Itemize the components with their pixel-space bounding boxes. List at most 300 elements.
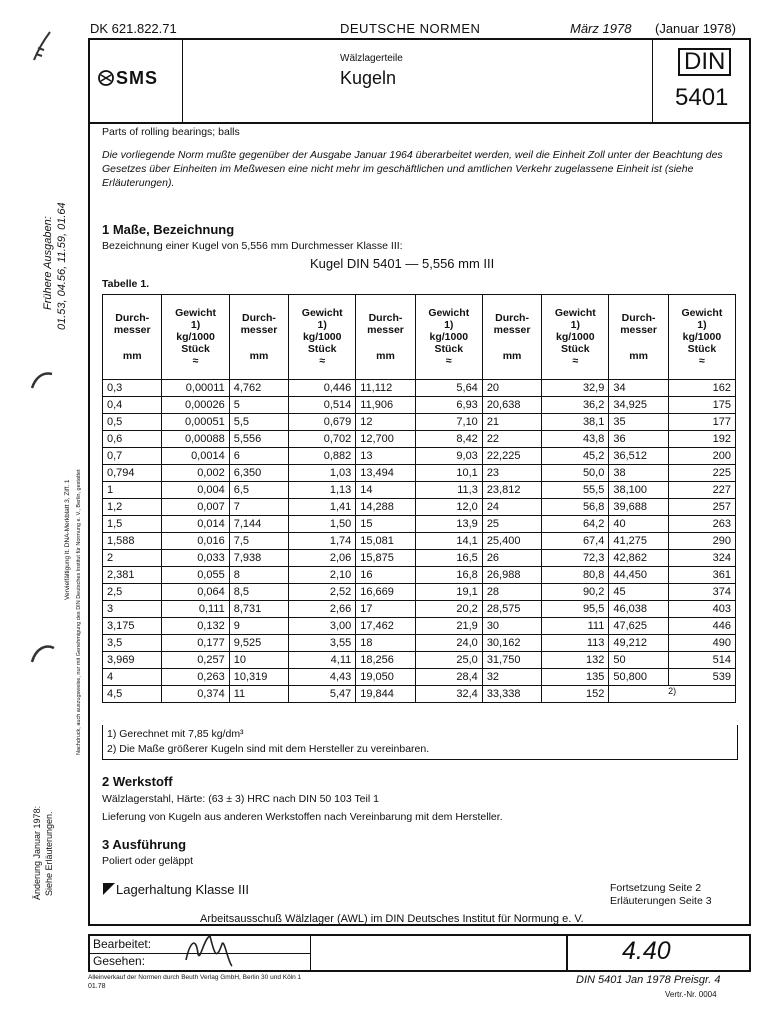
cell-weight: 2,06 <box>289 550 356 567</box>
table-label: Tabelle 1. <box>102 278 150 290</box>
table-row <box>103 669 736 686</box>
table-row <box>103 431 736 448</box>
vertr-nr: Vertr.-Nr. 0004 <box>665 990 717 999</box>
header-w-line: Gewicht <box>175 307 216 319</box>
cell-diameter: 23,812 <box>482 482 541 499</box>
header-d-line: messer <box>240 324 278 336</box>
continuation-2: Erläuterungen Seite 3 <box>610 895 712 907</box>
cell-diameter: 28,575 <box>482 601 541 618</box>
cell-weight: 0,0014 <box>162 448 229 465</box>
intro-text: Die vorliegende Norm mußte gegenüber der Ausgabe Januar 1964 überarbeitet werden, weil die Einheit Zoll unter der Beachtung des Gesetzes über Einheiten im Meßwesen eine nicht mehr im geschäftlichen und amtlichen Verkehr zugelassene Einheit ist (siehe Erläuterungen). <box>102 149 723 189</box>
cell-weight: 5,64 <box>415 380 482 397</box>
cell-diameter: 5 <box>229 397 288 414</box>
cell-diameter: 3 <box>103 601 162 618</box>
cell-weight: 539 <box>668 669 735 686</box>
header-d-line: mm <box>629 350 648 362</box>
designation: Kugel DIN 5401 — 5,556 mm III <box>310 256 495 271</box>
cell-weight: 6,93 <box>415 397 482 414</box>
header-d-line: Durch- <box>115 312 150 324</box>
cell-diameter: 9,525 <box>229 635 288 652</box>
header-w-line: ≈ <box>319 355 326 367</box>
cell-weight: 192 <box>668 431 735 448</box>
cell-weight: 0,033 <box>162 550 229 567</box>
header-w-line: Stück <box>561 343 590 355</box>
cell-weight: 21,9 <box>415 618 482 635</box>
cell-weight: 16,5 <box>415 550 482 567</box>
table-row <box>103 482 736 499</box>
cell-diameter: 5,5 <box>229 414 288 431</box>
cell-weight: 0,00011 <box>162 380 229 397</box>
cell-diameter: 14 <box>356 482 415 499</box>
corner-mark-icon <box>102 882 116 896</box>
lagerhaltung <box>102 882 249 897</box>
cell-weight: 36,2 <box>542 397 609 414</box>
din-label: DIN <box>678 48 731 76</box>
section3-heading: 3 Ausführung <box>102 837 187 852</box>
cell-diameter: 18,256 <box>356 652 415 669</box>
cell-weight: 95,5 <box>542 601 609 618</box>
fruehere-dates: 01.53, 04.56, 11.59, 01.64 <box>56 202 68 330</box>
cell-diameter: 10 <box>229 652 288 669</box>
siehe-erlaeuterungen: Siehe Erläuterungen. <box>44 811 54 896</box>
header-w-line: 1) <box>317 319 327 331</box>
cell-diameter: 21 <box>482 414 541 431</box>
fruehere-ausgaben: Frühere Ausgaben: <box>42 216 54 310</box>
pen-mark-icon <box>30 30 54 62</box>
header-date: März 1978 <box>570 21 632 36</box>
cell-diameter: 38,100 <box>609 482 668 499</box>
signature-icon <box>180 932 240 972</box>
din-number: 5401 <box>675 84 729 111</box>
cell-weight: 177 <box>668 414 735 431</box>
cell-diameter: 19,844 <box>356 686 415 703</box>
section2-heading: 2 Werkstoff <box>102 774 173 789</box>
cell-diameter: 6 <box>229 448 288 465</box>
cell-diameter: 38 <box>609 465 668 482</box>
cell-weight: 55,5 <box>542 482 609 499</box>
logo-text: SMS <box>116 68 159 88</box>
cell-diameter: 7 <box>229 499 288 516</box>
table-row <box>103 652 736 669</box>
cell-weight: 0,00051 <box>162 414 229 431</box>
cell-weight: 1,03 <box>289 465 356 482</box>
cell-weight: 16,8 <box>415 567 482 584</box>
lagerhaltung-text: Lagerhaltung Klasse III <box>116 882 249 897</box>
header-d-line: messer <box>620 324 657 336</box>
header-durchmesser <box>356 295 415 380</box>
cell-diameter: 34 <box>609 380 668 397</box>
cell-weight: 263 <box>668 516 735 533</box>
header-w-line: 1) <box>697 319 707 331</box>
header-w-line: Stück <box>434 343 464 355</box>
cell-weight: 0,016 <box>162 533 229 550</box>
hook-mark-icon <box>30 368 54 392</box>
header-w-line: kg/1000 <box>429 331 469 343</box>
cell-diameter: 7,938 <box>229 550 288 567</box>
cell-weight: 0,014 <box>162 516 229 533</box>
cell-diameter: 31,750 <box>482 652 541 669</box>
cell-diameter: 7,5 <box>229 533 288 550</box>
print-code: 01.78 <box>88 983 106 990</box>
table-cell-note: 2) <box>609 686 736 703</box>
cell-diameter: 12 <box>356 414 415 431</box>
table-row <box>103 601 736 618</box>
cell-diameter: 3,175 <box>103 618 162 635</box>
cell-diameter: 28 <box>482 584 541 601</box>
cell-weight: 374 <box>668 584 735 601</box>
cell-diameter: 20,638 <box>482 397 541 414</box>
cell-weight: 2,10 <box>289 567 356 584</box>
cell-diameter: 11,906 <box>356 397 415 414</box>
dk-number: DK 621.822.71 <box>90 21 177 36</box>
cell-diameter: 36,512 <box>609 448 668 465</box>
cell-diameter: 9 <box>229 618 288 635</box>
section3-line1: Poliert oder geläppt <box>102 855 194 867</box>
cell-weight: 11,3 <box>415 482 482 499</box>
cell-diameter: 12,700 <box>356 431 415 448</box>
header-date-paren: (Januar 1978) <box>655 21 736 36</box>
cell-diameter: 0,4 <box>103 397 162 414</box>
cell-weight: 290 <box>668 533 735 550</box>
cell-diameter: 0,7 <box>103 448 162 465</box>
cell-weight: 13,9 <box>415 516 482 533</box>
cell-diameter: 5,556 <box>229 431 288 448</box>
main-frame <box>88 38 751 926</box>
header-gewicht <box>542 295 609 380</box>
hook-mark-icon-2 <box>30 640 56 666</box>
header-durchmesser <box>609 295 668 380</box>
cell-diameter: 24 <box>482 499 541 516</box>
bearbeitet-label: Bearbeitet: <box>93 937 152 951</box>
cell-diameter: 15,081 <box>356 533 415 550</box>
nachdruck-note: Nachdruck, auch auszugsweise, nur mit Genehmigung des DIN Deutsches Institut für Normung e. V., Berlin, gestattet <box>76 469 82 755</box>
cell-diameter: 3,5 <box>103 635 162 652</box>
header-w-line: Gewicht <box>681 307 723 319</box>
cell-diameter: 17,462 <box>356 618 415 635</box>
cell-weight: 24,0 <box>415 635 482 652</box>
cell-diameter: 2 <box>103 550 162 567</box>
header-d-line: Durch- <box>368 312 403 324</box>
ball-table <box>102 294 736 703</box>
section2-line2: Lieferung von Kugeln aus anderen Werkstoffen nach Vereinbarung mit dem Hersteller. <box>102 811 503 823</box>
header-w-line: ≈ <box>572 355 579 367</box>
table-row <box>103 397 736 414</box>
table-row <box>103 414 736 431</box>
cell-weight: 32,4 <box>415 686 482 703</box>
header-d-line: messer <box>493 324 531 336</box>
cell-weight: 20,2 <box>415 601 482 618</box>
continuation-1: Fortsetzung Seite 2 <box>610 882 702 894</box>
cell-diameter: 26 <box>482 550 541 567</box>
cell-weight: 64,2 <box>542 516 609 533</box>
header-w-line: 1) <box>570 319 580 331</box>
cell-weight: 0,064 <box>162 584 229 601</box>
cell-weight: 56,8 <box>542 499 609 516</box>
cell-diameter: 25,400 <box>482 533 541 550</box>
cell-diameter: 22,225 <box>482 448 541 465</box>
cell-weight: 162 <box>668 380 735 397</box>
cell-diameter: 49,212 <box>609 635 668 652</box>
cell-diameter: 25 <box>482 516 541 533</box>
cell-diameter: 18 <box>356 635 415 652</box>
cell-weight: 490 <box>668 635 735 652</box>
cell-diameter: 26,988 <box>482 567 541 584</box>
cell-diameter: 40 <box>609 516 668 533</box>
din-reference: DIN 5401 Jan 1978 Preisgr. 4 <box>576 974 721 986</box>
header-gewicht <box>415 295 482 380</box>
section1-line: Bezeichnung einer Kugel von 5,556 mm Durchmesser Klasse III: <box>102 240 403 252</box>
header-w-line: 1) <box>190 319 201 331</box>
cell-weight: 0,00088 <box>162 431 229 448</box>
cell-weight: 227 <box>668 482 735 499</box>
cell-weight: 0,055 <box>162 567 229 584</box>
cell-diameter: 19,050 <box>356 669 415 686</box>
cell-diameter: 50 <box>609 652 668 669</box>
cell-weight: 45,2 <box>542 448 609 465</box>
header-w-line: Stück <box>181 343 210 355</box>
cell-diameter: 14,288 <box>356 499 415 516</box>
cell-weight: 8,42 <box>415 431 482 448</box>
cell-weight: 132 <box>542 652 609 669</box>
cell-diameter: 11,112 <box>356 380 415 397</box>
header-w-line: Gewicht <box>301 307 343 319</box>
table-row <box>103 465 736 482</box>
cell-weight: 80,8 <box>542 567 609 584</box>
cell-diameter: 4,5 <box>103 686 162 703</box>
cell-weight: 3,55 <box>289 635 356 652</box>
header-d-line: messer <box>113 324 151 336</box>
cell-weight: 9,03 <box>415 448 482 465</box>
header-gewicht <box>289 295 356 380</box>
gesehen-label: Gesehen: <box>93 954 146 968</box>
section1-heading: 1 Maße, Bezeichnung <box>102 222 235 237</box>
price-code: 4.40 <box>622 937 671 965</box>
header-w-line: ≈ <box>699 355 705 367</box>
cell-diameter: 16,669 <box>356 584 415 601</box>
header-w-line: ≈ <box>445 355 452 367</box>
cell-weight: 4,11 <box>289 652 356 669</box>
cell-weight: 1,50 <box>289 516 356 533</box>
cell-weight: 0,111 <box>162 601 229 618</box>
header-w-line: kg/1000 <box>556 331 595 343</box>
cell-weight: 72,3 <box>542 550 609 567</box>
header-d-line: messer <box>367 324 404 336</box>
table-row <box>103 618 736 635</box>
cell-weight: 38,1 <box>542 414 609 431</box>
cell-weight: 1,13 <box>289 482 356 499</box>
cell-diameter: 32 <box>482 669 541 686</box>
aenderung: Änderung Januar 1978: <box>32 805 42 900</box>
header-center: DEUTSCHE NORMEN <box>340 21 481 36</box>
cell-diameter: 2,381 <box>103 567 162 584</box>
table-header-row <box>103 295 736 380</box>
header-w-line: Stück <box>307 343 337 355</box>
cell-weight: 0,263 <box>162 669 229 686</box>
footnote-1: 1) Gerechnet mit 7,85 kg/dm³ <box>107 728 244 740</box>
cell-weight: 67,4 <box>542 533 609 550</box>
header-d-line: Durch- <box>242 312 276 324</box>
cell-weight: 2,52 <box>289 584 356 601</box>
cell-weight: 0,00026 <box>162 397 229 414</box>
cell-diameter: 47,625 <box>609 618 668 635</box>
cell-weight: 225 <box>668 465 735 482</box>
header-w-line: Gewicht <box>554 307 596 319</box>
cell-diameter: 1,2 <box>103 499 162 516</box>
cell-diameter: 2,5 <box>103 584 162 601</box>
cell-diameter: 33,338 <box>482 686 541 703</box>
logo-emblem-icon <box>98 70 114 86</box>
cell-weight: 25,0 <box>415 652 482 669</box>
cell-diameter: 4 <box>103 669 162 686</box>
cell-diameter: 13,494 <box>356 465 415 482</box>
cell-weight: 111 <box>542 618 609 635</box>
cell-weight: 113 <box>542 635 609 652</box>
cell-diameter: 22 <box>482 431 541 448</box>
cell-diameter: 10,319 <box>229 669 288 686</box>
header-gewicht <box>162 295 229 380</box>
committee: Arbeitsausschuß Wälzlager (AWL) im DIN Deutsches Institut für Normung e. V. <box>200 913 584 925</box>
table-row <box>103 380 736 397</box>
section2-line1: Wälzlagerstahl, Härte: (63 ± 3) HRC nach DIN 50 103 Teil 1 <box>102 793 379 805</box>
cell-weight: 1,74 <box>289 533 356 550</box>
cell-diameter: 42,862 <box>609 550 668 567</box>
cell-weight: 152 <box>542 686 609 703</box>
cell-diameter: 1,5 <box>103 516 162 533</box>
cell-diameter: 30,162 <box>482 635 541 652</box>
english-title: Parts of rolling bearings; balls <box>102 126 240 138</box>
cell-weight: 0,007 <box>162 499 229 516</box>
cell-weight: 5,47 <box>289 686 356 703</box>
sales-note: Alleinverkauf der Normen durch Beuth Verlag GmbH, Berlin 30 und Köln 1 <box>88 974 302 981</box>
cell-diameter: 45 <box>609 584 668 601</box>
header-w-line: kg/1000 <box>682 331 722 343</box>
cell-weight: 10,1 <box>415 465 482 482</box>
header-durchmesser <box>482 295 541 380</box>
cell-diameter: 0,6 <box>103 431 162 448</box>
cell-diameter: 0,3 <box>103 380 162 397</box>
cell-diameter: 44,450 <box>609 567 668 584</box>
cell-diameter: 3,969 <box>103 652 162 669</box>
cell-diameter: 6,5 <box>229 482 288 499</box>
cell-diameter: 15,875 <box>356 550 415 567</box>
logo-cell <box>90 40 183 122</box>
cell-weight: 514 <box>668 652 735 669</box>
table-row <box>103 584 736 601</box>
cell-diameter: 0,794 <box>103 465 162 482</box>
cell-diameter: 20 <box>482 380 541 397</box>
cell-weight: 200 <box>668 448 735 465</box>
cell-weight: 0,257 <box>162 652 229 669</box>
cell-weight: 0,177 <box>162 635 229 652</box>
cell-weight: 43,8 <box>542 431 609 448</box>
table-footnotes <box>102 725 738 760</box>
table-row <box>103 516 736 533</box>
header-durchmesser <box>103 295 162 380</box>
cell-weight: 12,0 <box>415 499 482 516</box>
cell-weight: 32,9 <box>542 380 609 397</box>
header-w-line: ≈ <box>192 355 199 367</box>
cell-weight: 7,10 <box>415 414 482 431</box>
header-w-line: kg/1000 <box>302 331 342 343</box>
cell-diameter: 41,275 <box>609 533 668 550</box>
cell-weight: 175 <box>668 397 735 414</box>
cell-diameter: 23 <box>482 465 541 482</box>
cell-diameter: 4,762 <box>229 380 288 397</box>
cell-weight: 90,2 <box>542 584 609 601</box>
header-w-line: Stück <box>687 343 717 355</box>
cell-diameter: 1,588 <box>103 533 162 550</box>
footnote-2: 2) Die Maße größerer Kugeln sind mit dem Hersteller zu vereinbaren. <box>107 743 430 755</box>
title-box <box>90 40 749 124</box>
cell-diameter: 46,038 <box>609 601 668 618</box>
cell-weight: 0,132 <box>162 618 229 635</box>
cell-weight: 1,41 <box>289 499 356 516</box>
table-row <box>103 686 736 703</box>
table-row <box>103 635 736 652</box>
subtitle: Wälzlagerteile <box>340 53 403 64</box>
cell-diameter: 36 <box>609 431 668 448</box>
vervielfaeltigung: Vervielfältigung lt. DNA-Merkblatt 3, Ziff. 1 <box>64 479 71 600</box>
cell-weight: 0,374 <box>162 686 229 703</box>
header-durchmesser <box>229 295 288 380</box>
cell-diameter: 30 <box>482 618 541 635</box>
cell-weight: 3,00 <box>289 618 356 635</box>
cell-weight: 2,66 <box>289 601 356 618</box>
cell-diameter: 0,5 <box>103 414 162 431</box>
cell-diameter: 16 <box>356 567 415 584</box>
approval-box <box>88 934 751 972</box>
cell-diameter: 34,925 <box>609 397 668 414</box>
table-row <box>103 499 736 516</box>
header-w-line: Gewicht <box>428 307 470 319</box>
cell-weight: 0,514 <box>289 397 356 414</box>
cell-weight: 0,702 <box>289 431 356 448</box>
cell-diameter: 35 <box>609 414 668 431</box>
cell-weight: 0,446 <box>289 380 356 397</box>
cell-diameter: 8,731 <box>229 601 288 618</box>
cell-weight: 403 <box>668 601 735 618</box>
cell-diameter: 8,5 <box>229 584 288 601</box>
cell-diameter: 15 <box>356 516 415 533</box>
cell-weight: 0,679 <box>289 414 356 431</box>
table-row <box>103 448 736 465</box>
header-w-line: kg/1000 <box>176 331 215 343</box>
din-cell <box>652 40 749 122</box>
cell-diameter: 17 <box>356 601 415 618</box>
cell-weight: 0,002 <box>162 465 229 482</box>
cell-weight: 50,0 <box>542 465 609 482</box>
header-d-line: Durch- <box>495 312 529 324</box>
table-row <box>103 550 736 567</box>
document-title: Kugeln <box>340 68 397 88</box>
cell-diameter: 13 <box>356 448 415 465</box>
cell-weight: 0,882 <box>289 448 356 465</box>
cell-diameter: 11 <box>229 686 288 703</box>
header-d-line: mm <box>376 350 395 362</box>
table-row <box>103 567 736 584</box>
cell-diameter: 6,350 <box>229 465 288 482</box>
header-d-line: mm <box>122 350 142 362</box>
table-row <box>103 533 736 550</box>
cell-weight: 28,4 <box>415 669 482 686</box>
cell-diameter: 1 <box>103 482 162 499</box>
cell-weight: 19,1 <box>415 584 482 601</box>
header-d-line: Durch- <box>621 312 656 324</box>
cell-diameter: 50,800 <box>609 669 668 686</box>
cell-weight: 0,004 <box>162 482 229 499</box>
cell-weight: 135 <box>542 669 609 686</box>
cell-weight: 257 <box>668 499 735 516</box>
